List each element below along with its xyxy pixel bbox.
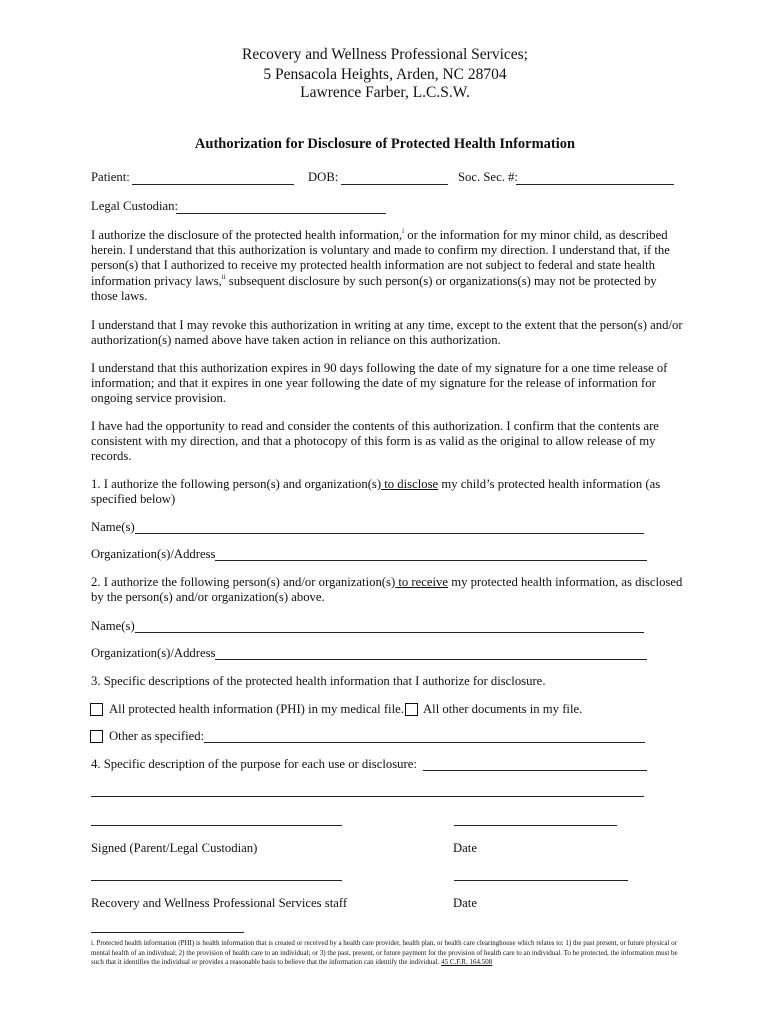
parent-signature-label: Signed (Parent/Legal Custodian) — [91, 841, 258, 855]
phi-checkbox[interactable] — [90, 703, 103, 716]
section-2-text: 2. I authorize the following person(s) and/or organization(s) to receive my protected health information, as disclosed by the person(s) and/or organization(s) above. — [91, 575, 683, 605]
parent-date-label: Date — [453, 841, 477, 855]
consent-paragraph: I have had the opportunity to read and consider the contents of this authorization. I confirm that the contents are consistent with my direction, and that a photocopy of this form is as valid as the original to allow release of my records. — [91, 419, 659, 464]
footnote: i. Protected health information (PHI) is health information that is created or received by a health care provider, health plan, or health care clearinghouse which relates to: 1) the past present, or future physical or mental health of an individual; 2) the provision of health care to an individual; or 3) the past, present, or future payment for the provision of health care to an individual. To be protected, the information must be such that it identifies the individual or provides a reasonable basis to believe that the information can identify the individual. 45 C.F.R. 164.508 — [91, 939, 678, 967]
footnote-ref-i: i — [402, 227, 405, 235]
section-3-text: 3. Specific descriptions of the protected health information that I authorize for disclosure. — [91, 674, 546, 688]
ssn-label: Soc. Sec. #: — [458, 170, 518, 184]
footnote-citation: 45 C.F.R. 164.508 — [441, 958, 493, 967]
header-line-1: Recovery and Wellness Professional Services; — [241, 46, 528, 63]
footnote-divider — [91, 932, 244, 933]
custodian-field[interactable] — [176, 213, 386, 214]
parent-signature-field[interactable] — [91, 825, 342, 826]
header-provider: Lawrence Farber, L.C.S.W. — [300, 84, 470, 101]
section-4-text: 4. Specific description of the purpose for each use or disclosure: — [91, 757, 417, 771]
section-2-org-label: Organization(s)/Address — [91, 646, 216, 660]
phi-checkbox-label: All protected health information (PHI) in my medical file. — [109, 702, 404, 716]
section-2-names-field[interactable] — [135, 632, 644, 633]
purpose-field[interactable] — [423, 770, 647, 771]
ssn-field[interactable] — [516, 184, 674, 185]
staff-date-field[interactable] — [454, 880, 628, 881]
section-1-names-label: Name(s) — [91, 520, 135, 534]
other-specified-checkbox[interactable] — [90, 730, 103, 743]
other-specified-field[interactable] — [204, 742, 645, 743]
section-1-names-field[interactable] — [135, 533, 644, 534]
staff-signature-label: Recovery and Wellness Professional Services staff — [91, 896, 348, 910]
revocation-paragraph: I understand that I may revoke this authorization in writing at any time, except to the extent that the person(s) and/or authorization(s) named above have taken action in reliance on this authorization. — [91, 318, 683, 348]
patient-field[interactable] — [132, 184, 294, 185]
other-specified-label: Other as specified: — [109, 729, 205, 743]
header-address: 5 Pensacola Heights, Arden, NC 28704 — [263, 66, 507, 83]
other-documents-checkbox[interactable] — [405, 703, 418, 716]
staff-signature-field[interactable] — [91, 880, 342, 881]
footnote-ref-ii: ii — [221, 272, 226, 281]
section-2-org-field[interactable] — [215, 659, 647, 660]
other-documents-label: All other documents in my file. — [423, 702, 583, 716]
custodian-label: Legal Custodian: — [91, 199, 179, 213]
staff-date-label: Date — [453, 896, 477, 910]
section-1-org-label: Organization(s)/Address — [91, 547, 216, 561]
section-1-org-field[interactable] — [215, 560, 647, 561]
parent-date-field[interactable] — [454, 825, 617, 826]
section-1-text: 1. I authorize the following person(s) and organization(s) to disclose my child’s protected health information (as specified below) — [91, 477, 661, 507]
purpose-field-line-2[interactable] — [91, 796, 644, 797]
form-title: Authorization for Disclosure of Protected Health Information — [194, 136, 576, 152]
authorization-paragraph: I authorize the disclosure of the protected health information,$^i$ or the information for my minor child, as described herein. I understand that this authorization is voluntary and made to confirm my direction. I understand that, if the person(s) that I authorized to receive my protected health information are not subject to federal and state health information privacy laws,$^{ii}$ subsequent disclosure by such person(s) or organizations(s) may not be protected by those laws. — [91, 227, 670, 303]
patient-label: Patient: — [91, 170, 130, 184]
section-2-names-label: Name(s) — [91, 619, 135, 633]
dob-label: DOB: — [308, 170, 339, 184]
expiration-paragraph: I understand that this authorization expires in 90 days following the date of my signature for a one time release of information; and that it expires in one year following the date of my signature for the release of information for ongoing service provision. — [91, 361, 668, 406]
dob-field[interactable] — [341, 184, 448, 185]
